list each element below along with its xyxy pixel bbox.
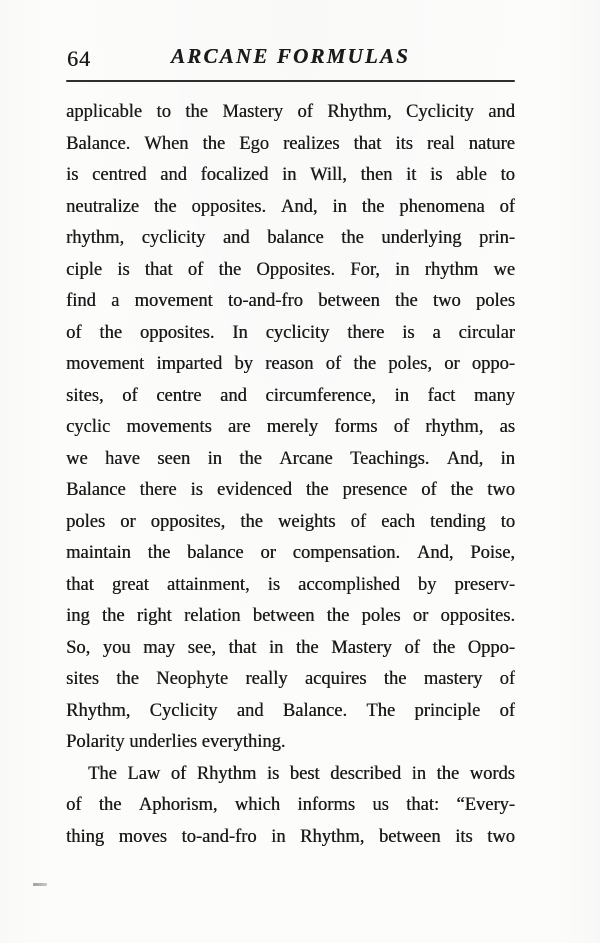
text-line: movement imparted by reason of the poles, or oppo- [66, 354, 515, 374]
text-line: sites the Neophyte really acquires the mastery of [66, 669, 515, 689]
text-line: poles or opposites, the weights of each tending to [66, 511, 515, 532]
text-line: of the opposites. In cyclicity there is a circular [66, 322, 515, 343]
text-line: applicable to the Mastery of Rhythm, Cyclicity and [66, 102, 515, 122]
text-line: Rhythm, Cyclicity and Balance. The principle of [66, 700, 515, 721]
text-line: we have seen in the Arcane Teachings. And, in [66, 448, 515, 469]
running-title: ARCANE FORMULAS [171, 44, 410, 68]
text-line: is centred and focalized in Will, then it is able to [66, 165, 515, 185]
page-content-area [66, 44, 515, 853]
page-body [66, 97, 515, 853]
text-line: that great attainment, is accomplished by preserv- [66, 574, 515, 595]
text-line: cyclic movements are merely forms of rhythm, as [66, 417, 515, 437]
text-line: Balance. When the Ego realizes that its real nature [66, 133, 515, 154]
text-line: Polarity underlies everything. [66, 732, 286, 752]
text-line: Balance there is evidenced the presence of the two [66, 480, 515, 500]
text-line: maintain the balance or compensation. And, Poise, [66, 543, 515, 563]
text-line: rhythm, cyclicity and balance the underlying prin- [66, 228, 515, 248]
text-line: thing moves to-and-fro in Rhythm, between its two [66, 826, 515, 847]
text-line: sites, of centre and circumference, in fact many [66, 385, 515, 406]
text-line: of the Aphorism, which informs us that: “Every- [66, 795, 515, 815]
text-line: neutralize the opposites. And, in the phenomena of [66, 196, 515, 217]
scan-artifact-dash [33, 883, 47, 886]
text-line: ciple is that of the Opposites. For, in rhythm we [66, 259, 515, 280]
text-line: ing the right relation between the poles or opposites. [66, 606, 515, 626]
text-line: So, you may see, that in the Mastery of the Oppo- [66, 637, 515, 658]
page-number: 64 [67, 46, 91, 71]
text-line: The Law of Rhythm is best described in the words [88, 763, 515, 784]
header-rule [66, 80, 515, 82]
text-line: find a movement to-and-fro between the two poles [66, 291, 515, 311]
page-header [66, 44, 515, 74]
